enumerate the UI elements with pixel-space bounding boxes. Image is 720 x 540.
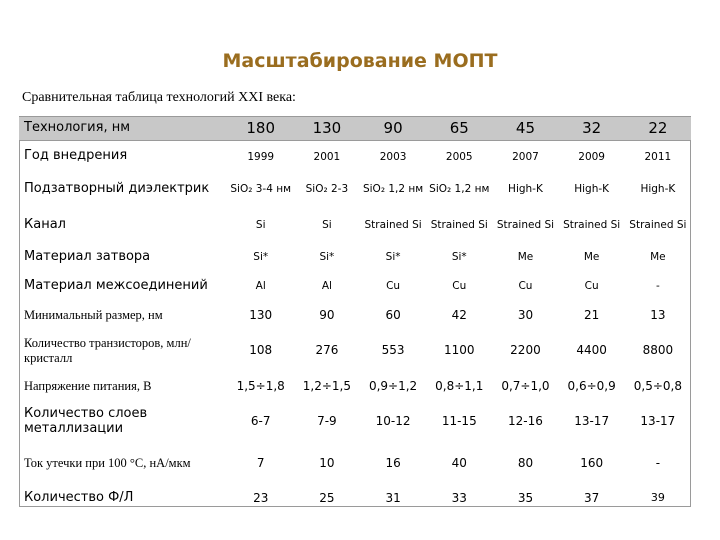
row-label: Канал xyxy=(24,216,66,232)
table-cell: 4400 xyxy=(576,342,607,357)
table-cell: 0,9÷1,2 xyxy=(368,378,418,393)
row-label: Напряжение питания, В xyxy=(24,379,152,393)
table-cell: 21 xyxy=(584,307,600,322)
table-cell: 31 xyxy=(385,490,401,505)
table-cell: Si* xyxy=(385,251,401,264)
table-cell: 13-17 xyxy=(574,413,610,428)
table-cell: 80 xyxy=(517,455,534,470)
table-cell: 13 xyxy=(650,307,666,322)
table-cell: 10 xyxy=(319,455,335,470)
table-cell: Cu xyxy=(584,280,599,293)
table-cell: Me xyxy=(650,251,666,264)
table-cell: Al xyxy=(255,280,266,293)
technology-comparison-table xyxy=(19,116,691,512)
table-cell: Si xyxy=(255,218,266,231)
table-cell: Strained Si xyxy=(496,218,555,231)
header-cell: 65 xyxy=(426,117,492,141)
page-number: 39 xyxy=(650,491,665,505)
row-label: Ток утечки при 100 °С, нА/мкм xyxy=(24,456,191,470)
header-cell: 22 xyxy=(625,117,691,141)
table-cell: 1999 xyxy=(247,150,275,163)
table-cell: Cu xyxy=(518,280,533,293)
row-label: Материал затвора xyxy=(24,249,151,265)
table-cell: 7 xyxy=(256,455,265,470)
table-cell: 30 xyxy=(517,307,534,322)
header-cell: 130 xyxy=(294,117,360,141)
table-cell: 2011 xyxy=(644,150,672,163)
table-cell: - xyxy=(655,455,661,470)
table-cell: 160 xyxy=(580,455,604,470)
row-label: Количество транзисторов, млн/кристалл xyxy=(24,335,191,365)
table-row xyxy=(19,402,691,442)
table-cell: 108 xyxy=(249,342,273,357)
table-cell: Me xyxy=(517,251,534,264)
header-cell: 45 xyxy=(492,117,558,141)
table-row xyxy=(19,207,691,244)
table-cell: Si* xyxy=(253,251,269,264)
table-row xyxy=(19,442,691,486)
table-cell: 2005 xyxy=(445,150,473,163)
table-cell: 276 xyxy=(315,342,339,357)
table-cell: 90 xyxy=(319,307,335,322)
table-cell: 7-9 xyxy=(317,413,337,428)
table-row xyxy=(19,272,691,302)
header-cell: 180 xyxy=(228,117,294,141)
table-cell: 6-7 xyxy=(250,413,271,428)
table-row xyxy=(19,330,691,372)
header-label: Технология, нм xyxy=(19,117,228,141)
table-row xyxy=(19,486,691,512)
table-cell: 33 xyxy=(451,490,467,505)
table-cell: SiO₂ 2-3 xyxy=(305,183,349,196)
table-cell: 40 xyxy=(451,455,467,470)
row-label: Минимальный размер, нм xyxy=(24,308,163,322)
table-cell: 12-16 xyxy=(508,413,543,428)
table-cell: 35 xyxy=(517,490,534,505)
header-cell: 90 xyxy=(360,117,426,141)
table-row xyxy=(19,372,691,402)
table-header-row xyxy=(19,117,691,141)
table-cell: High-K xyxy=(508,183,543,196)
table-cell: Cu xyxy=(452,280,467,293)
table-row xyxy=(19,302,691,330)
table-cell: 25 xyxy=(319,490,335,505)
table-cell: High-K xyxy=(574,183,610,196)
header-cell: 32 xyxy=(559,117,625,141)
table-cell: 10-12 xyxy=(375,413,411,428)
table-cell: 0,6÷0,9 xyxy=(567,378,616,393)
table-cell: 1,5÷1,8 xyxy=(236,378,285,393)
table-cell: 2009 xyxy=(578,150,605,163)
table-cell: High-K xyxy=(640,183,676,196)
table-cell: 2001 xyxy=(313,150,341,163)
table-cell: 2200 xyxy=(510,342,541,357)
table-cell: Me xyxy=(583,251,600,264)
table-cell: 60 xyxy=(385,307,401,322)
table-cell: 13-17 xyxy=(640,413,676,428)
table-cell: Strained Si xyxy=(430,218,488,231)
table-caption: Сравнительная таблица технологий XXI века: xyxy=(22,90,296,105)
row-label: Год внедрения xyxy=(24,148,128,164)
table-cell: 42 xyxy=(451,307,467,322)
table-cell: Cu xyxy=(386,280,401,293)
table-cell: SiO₂ 1,2 нм xyxy=(362,183,424,196)
table-cell: 0,5÷0,8 xyxy=(633,378,682,393)
table-row xyxy=(19,244,691,272)
table-cell: Strained Si xyxy=(364,218,422,231)
table-cell: 11-15 xyxy=(441,413,477,428)
row-label: Количество слоев металлизации xyxy=(24,405,148,436)
slide-title: Масштабирование МОПТ xyxy=(222,50,498,72)
table-cell: 16 xyxy=(385,455,401,470)
table-cell: 0,7÷1,0 xyxy=(501,378,550,393)
table-cell: Strained Si xyxy=(563,218,621,231)
table-cell: Si* xyxy=(451,251,467,264)
table-cell: 130 xyxy=(249,307,273,322)
table-cell: SiO₂ 3-4 нм xyxy=(230,183,292,196)
table-cell: 37 xyxy=(584,490,600,505)
table-cell: 23 xyxy=(253,490,269,505)
table-cell: 1100 xyxy=(443,342,475,357)
row-label: Материал межсоединений xyxy=(24,278,208,294)
table-cell: Si* xyxy=(319,251,335,264)
table-cell: Strained Si xyxy=(629,218,687,231)
table-row xyxy=(19,173,691,207)
table-row xyxy=(19,141,691,173)
table-cell: 8800 xyxy=(642,342,674,357)
table-cell: SiO₂ 1,2 нм xyxy=(429,183,490,196)
table-cell: 1,2÷1,5 xyxy=(302,378,351,393)
table-cell: 0,8÷1,1 xyxy=(435,378,484,393)
table-cell: 2003 xyxy=(379,150,407,163)
row-label: Количество Ф/Л xyxy=(24,490,134,506)
table-cell: Al xyxy=(321,280,332,293)
table-cell: Si xyxy=(322,218,332,231)
row-label: Подзатворный диэлектрик xyxy=(24,181,210,197)
table-cell: 553 xyxy=(381,342,405,357)
table-cell: 2007 xyxy=(512,150,539,163)
table-cell: - xyxy=(655,280,660,293)
